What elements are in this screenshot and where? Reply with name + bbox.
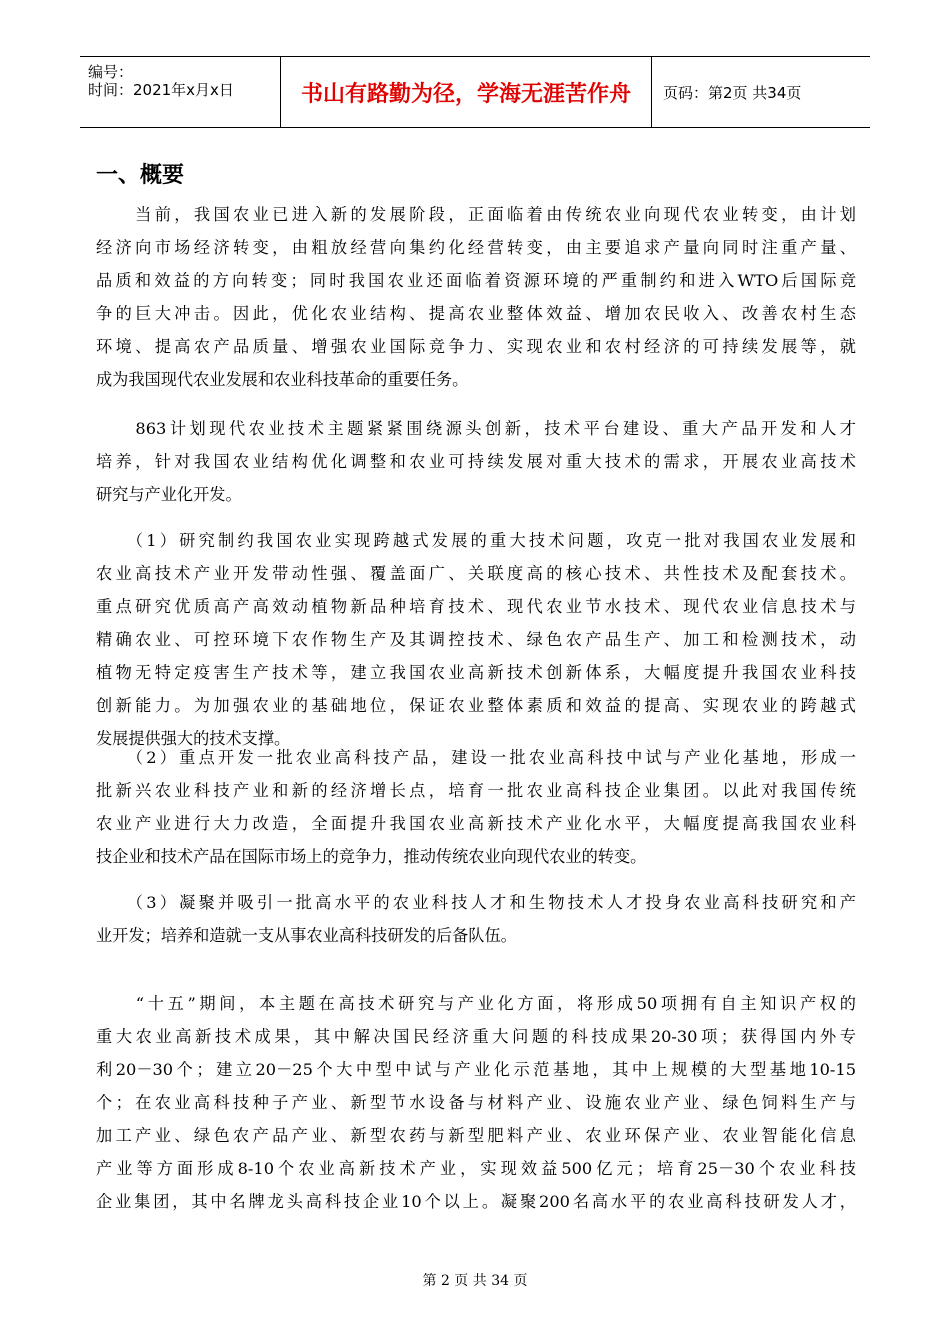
text-line: 重大农业高新技术成果，其中解决国民经济重大问题的科技成果20-30项；获得国内外专 <box>96 1027 856 1046</box>
text-line: 品质和效益的方向转变；同时我国农业还面临着资源环境的严重制约和进入WTO后国际竞 <box>96 271 856 290</box>
text-line: 产业等方面形成8-10个农业高新技术产业，实现效益500亿元；培育25－30个农业科技 <box>96 1159 856 1178</box>
text-line: 农业产业进行大力改造，全面提升我国农业高新技术产业化水平，大幅度提高我国农业科 <box>96 814 856 833</box>
page-header <box>80 56 870 128</box>
document-number-label: 编号： <box>88 63 134 81</box>
text-line: 争的巨大冲击。因此，优化农业结构、提高农业整体效益、增加农民收入、改善农村生态 <box>96 304 856 323</box>
text-line: 创新能力。为加强农业的基础地位，保证农业整体素质和效益的提高、实现农业的跨越式 <box>96 696 856 715</box>
paragraph-item-3 <box>96 886 856 952</box>
text-line: 业开发；培养和造就一支从事农业高科技研发的后备队伍。 <box>96 926 517 945</box>
text-line: 环境、提高农产品质量、增强农业国际竞争力、实现农业和农村经济的可持续发展等，就 <box>96 337 856 356</box>
text-line: 农业高技术产业开发带动性强、覆盖面广、关联度高的核心技术、共性技术及配套技术。 <box>96 564 856 583</box>
text-line: 植物无特定疫害生产技术等，建立我国农业高新技术创新体系，大幅度提升我国农业科技 <box>96 663 856 682</box>
text-line: 经济向市场经济转变，由粗放经营向集约化经营转变，由主要追求产量向同时注重产量、 <box>96 238 856 257</box>
text-line: 精确农业、可控环境下农作物生产及其调控技术、绿色农产品生产、加工和检测技术，动 <box>96 630 856 649</box>
text-line: 企业集团，其中名牌龙头高科技企业10个以上。凝聚200名高水平的农业高科技研发人才， <box>96 1192 856 1211</box>
text-line: （1）研究制约我国农业实现跨越式发展的重大技术问题，攻克一批对我国农业发展和 <box>96 531 856 550</box>
text-line: 个；在农业高科技种子产业、新型节水设备与材料产业、设施农业产业、绿色饲料生产与 <box>96 1093 856 1112</box>
paragraph-fifteenth-plan <box>96 987 856 1218</box>
text-line: 成为我国现代农业发展和农业科技革命的重要任务。 <box>96 370 469 389</box>
header-motto: 书山有路勤为径，学海无涯苦作舟 <box>280 57 652 127</box>
page-footer: 第 2 页 共 34 页 <box>422 1273 528 1289</box>
paragraph-item-2 <box>96 741 856 873</box>
text-line: 培养，针对我国农业结构优化调整和农业可持续发展对重大技术的需求，开展农业高技术 <box>96 452 856 471</box>
text-line: （3）凝聚并吸引一批高水平的农业科技人才和生物技术人才投身农业高科技研究和产 <box>96 893 856 912</box>
text-line: 利20－30个；建立20－25个大中型中试与产业化示范基地，其中上规模的大型基地10-15 <box>96 1060 856 1079</box>
text-line: 重点研究优质高产高效动植物新品种培育技术、现代农业节水技术、现代农业信息技术与 <box>96 597 856 616</box>
text-line: 发展提供强大的技术支撑。 <box>96 729 291 748</box>
header-meta <box>80 57 280 127</box>
text-line: 研究与产业化开发。 <box>96 485 242 504</box>
text-line: 批新兴农业科技产业和新的经济增长点，培育一批农业高科技企业集团。以此对我国传统 <box>96 781 856 800</box>
section-title: 一、概要 <box>96 163 185 188</box>
paragraph-overview <box>96 198 856 396</box>
text-line: “十五”期间，本主题在高技术研究与产业化方面，将形成50项拥有自主知识产权的 <box>96 994 856 1013</box>
text-line: 863计划现代农业技术主题紧紧围绕源头创新，技术平台建设、重大产品开发和人才 <box>96 419 856 438</box>
text-line: （2）重点开发一批农业高科技产品，建设一批农业高科技中试与产业化基地，形成一 <box>96 748 856 767</box>
text-line: 加工产业、绿色农产品产业、新型农药与新型肥料产业、农业环保产业、农业智能化信息 <box>96 1126 856 1145</box>
document-time-label: 时间：2021年x月x日 <box>88 81 234 99</box>
text-line: 技企业和技术产品在国际市场上的竞争力，推动传统农业向现代农业的转变。 <box>96 847 647 866</box>
paragraph-863-plan <box>96 412 856 511</box>
paragraph-item-1 <box>96 524 856 755</box>
text-line: 当前，我国农业已进入新的发展阶段，正面临着由传统农业向现代农业转变，由计划 <box>96 205 856 224</box>
header-page-info: 页码：第2页 共34页 <box>663 83 802 102</box>
